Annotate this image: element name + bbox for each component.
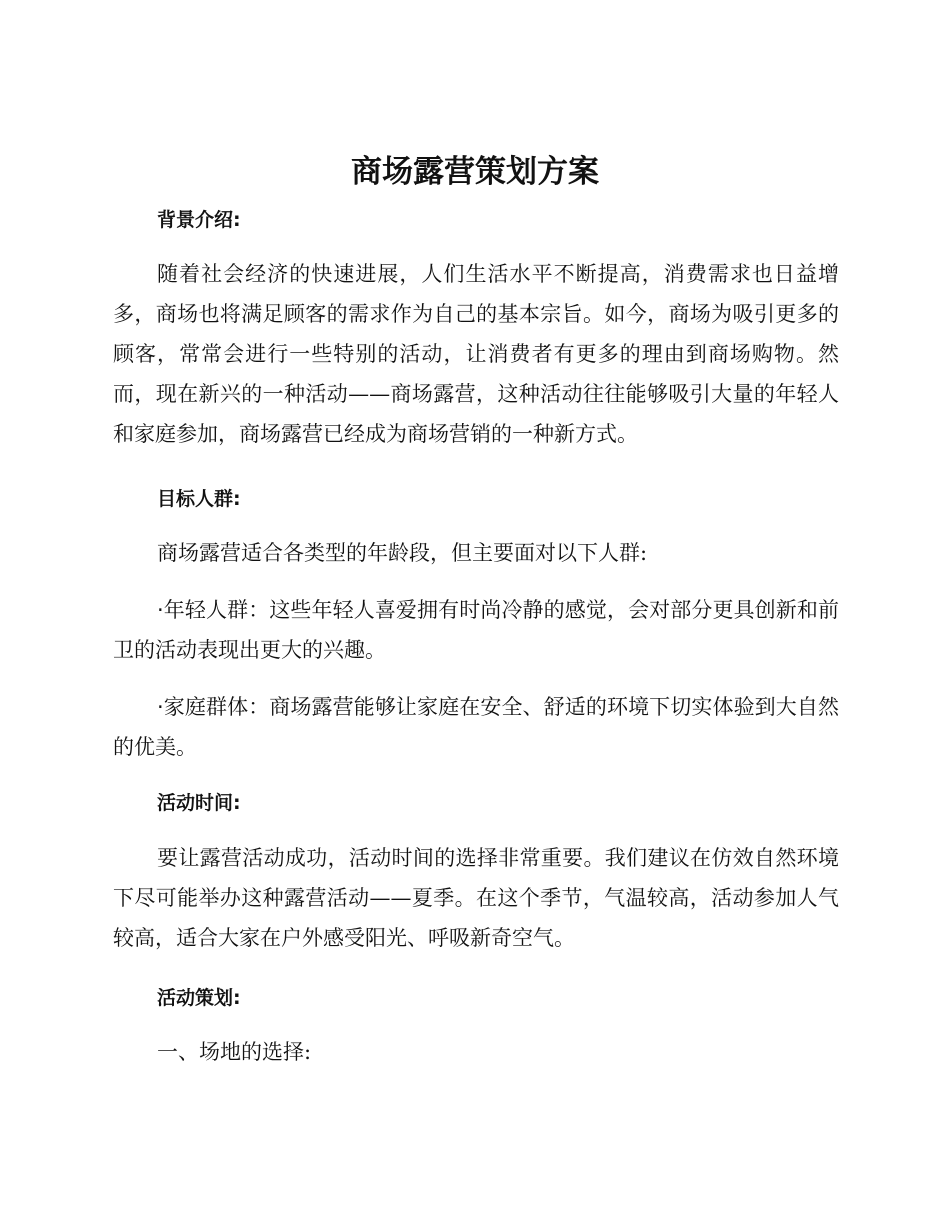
- bullet-mark: ·: [157, 598, 164, 622]
- planning-item-venue: 一、场地的选择:: [157, 1040, 312, 1064]
- bullet-mark: ·: [157, 695, 164, 719]
- section-heading-audience: 目标人群:: [157, 488, 241, 510]
- paragraph-background: 随着社会经济的快速进展，人们生活水平不断提高，消费需求也日益增多，商场也将满足顾客的需求作为自己的基本宗旨。如今，商场为吸引更多的顾客，常常会进行一些特别的活动，让消费者有更多的理由到商场购物。然而，现在新兴的一种活动——商场露营，这种活动往往能够吸引大量的年轻人和家庭参加，商场露营已经成为商场营销的一种新方式。: [113, 262, 839, 446]
- bullet-item-family: [113, 687, 839, 767]
- section-heading-background: 背景介绍:: [157, 209, 241, 231]
- bullet-item-young: [113, 590, 839, 670]
- bullet-text: 年轻人群：这些年轻人喜爱拥有时尚冷静的感觉，会对部分更具创新和前卫的活动表现出更大的兴趣。: [113, 598, 839, 662]
- section-heading-time: 活动时间:: [157, 792, 241, 814]
- paragraph-audience-intro: 商场露营适合各类型的年龄段，但主要面对以下人群:: [157, 541, 648, 565]
- bullet-text: 家庭群体：商场露营能够让家庭在安全、舒适的环境下切实体验到大自然的优美。: [113, 695, 839, 759]
- paragraph-time: 要让露营活动成功，活动时间的选择非常重要。我们建议在仿效自然环境下尽可能举办这种露营活动——夏季。在这个季节，气温较高，活动参加人气较高，适合大家在户外感受阳光、呼吸新奇空气。: [113, 846, 839, 950]
- document-title: 商场露营策划方案: [351, 154, 599, 190]
- section-heading-planning: 活动策划:: [157, 987, 241, 1009]
